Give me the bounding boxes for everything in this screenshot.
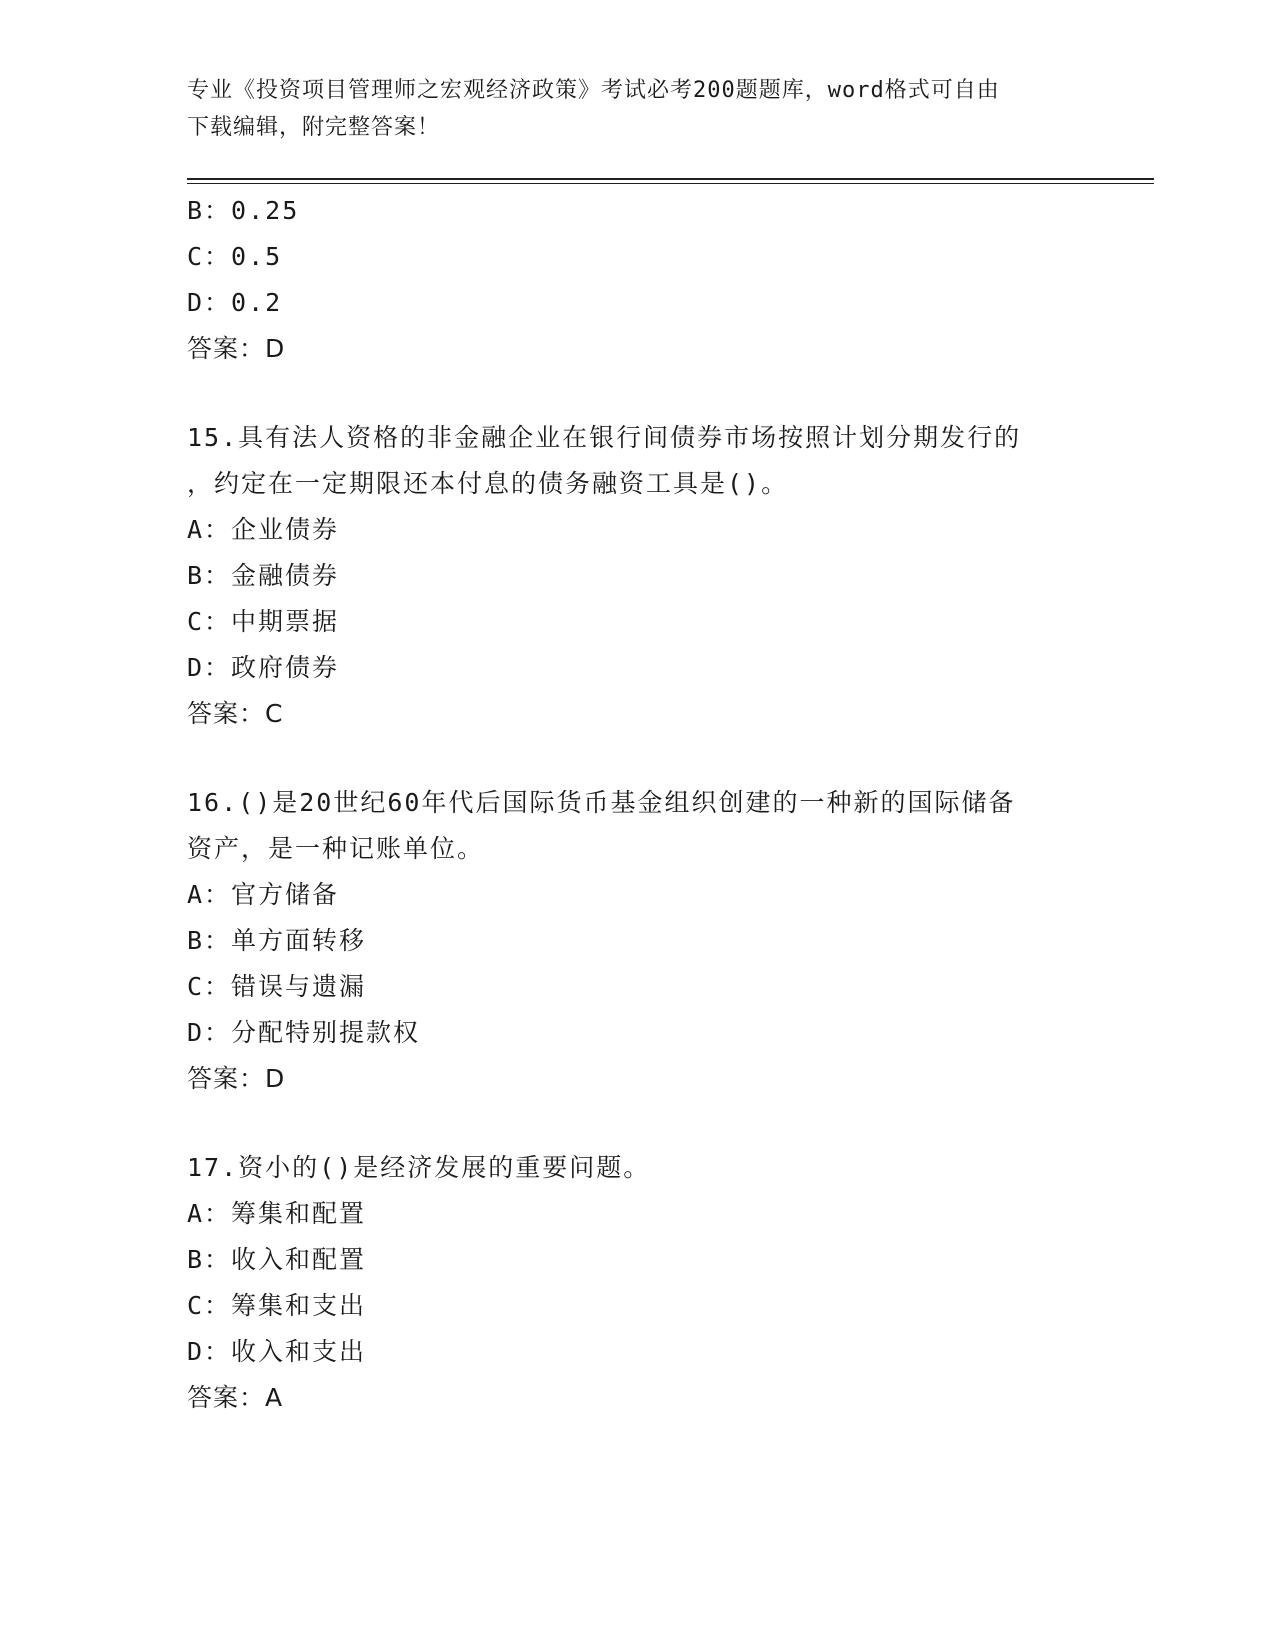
option-a: A：官方储备 [187,880,340,909]
option-d: D：0.2 [187,288,283,317]
question-text-line: 15.具有法人资格的非金融企业在银行间债券市场按照计划分期发行的 [187,423,1022,452]
answer-line: 答案：A [187,1383,284,1412]
option-b: B：单方面转移 [187,926,367,955]
header-rule-thick [187,178,1154,180]
document-header [187,72,1087,146]
question-block-17 [187,1145,1117,1421]
question-text-line: 16.()是20世纪60年代后国际货币基金组织创建的一种新的国际储备 [187,788,1016,817]
spacer [187,1102,1117,1145]
header-rule-thin [187,183,1154,184]
header-line-2: 下载编辑，附完整答案！ [187,115,441,140]
question-block-16 [187,780,1117,1102]
answer-line: 答案：D [187,1064,286,1093]
option-a: A：企业债券 [187,515,340,544]
option-b: B：0.25 [187,196,300,225]
option-c: C：筹集和支出 [187,1291,367,1320]
question-text-line: 17.资小的()是经济发展的重要问题。 [187,1153,651,1182]
option-d: D：政府债券 [187,653,340,682]
option-c: C：错误与遗漏 [187,972,367,1001]
option-c: C：中期票据 [187,607,340,636]
option-d: D：收入和支出 [187,1337,367,1366]
header-line-1: 专业《投资项目管理师之宏观经济政策》考试必考200题题库，word格式可自由 [187,78,1000,103]
spacer [187,737,1117,780]
option-d: D：分配特别提款权 [187,1018,421,1047]
answer-line: 答案：C [187,699,284,728]
option-c: C：0.5 [187,242,283,271]
question-block-15 [187,415,1117,737]
question-block-14-partial [187,188,1117,372]
question-text-line: 资产，是一种记账单位。 [187,834,485,863]
option-b: B：收入和配置 [187,1245,367,1274]
option-a: A：筹集和配置 [187,1199,367,1228]
question-text-line: ，约定在一定期限还本付息的债务融资工具是()。 [187,469,789,498]
document-body [187,188,1117,1421]
spacer [187,372,1117,415]
option-b: B：金融债券 [187,561,340,590]
answer-line: 答案：D [187,334,286,363]
